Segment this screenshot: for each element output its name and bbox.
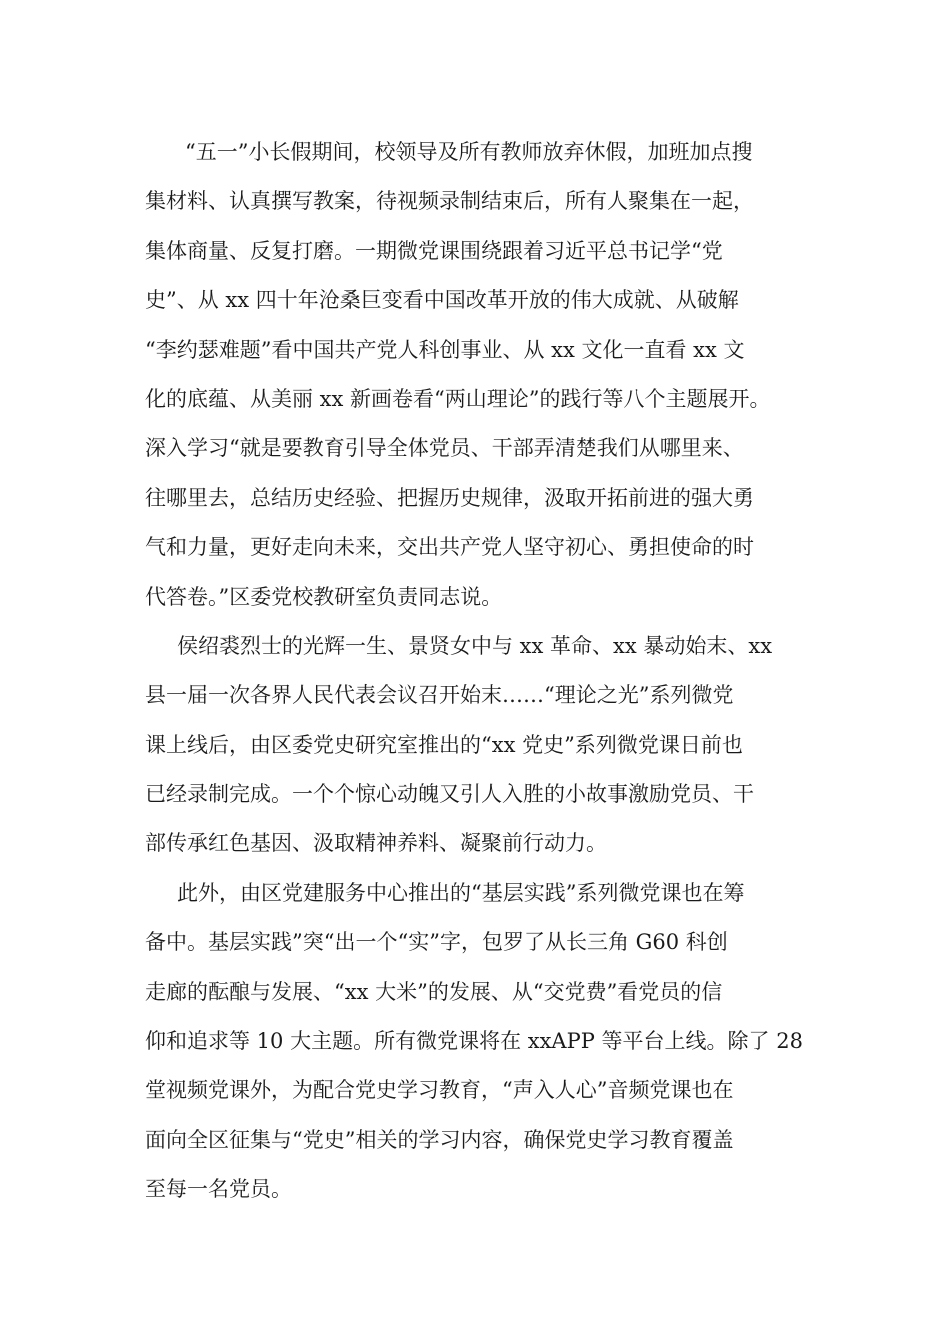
text-line: 面向全区征集与“党史”相关的学习内容，确保党史学习教育覆盖	[145, 1127, 734, 1152]
text-line: 集材料、认真撰写教案，待视频录制结束后，所有人聚集在一起，	[145, 189, 754, 214]
text-line: 已经录制完成。一个个惊心动魄又引人入胜的小故事激励党员、干	[145, 782, 754, 807]
text-line: “李约瑟难题”看中国共产党人科创事业、从 xx 文化一直看 xx 文	[145, 337, 745, 362]
paragraph-2	[145, 622, 825, 869]
text-line: 深入学习“就是要教育引导全体党员、干部弄清楚我们从哪里来、	[145, 436, 744, 461]
paragraph-1	[145, 128, 825, 622]
text-line: 备中。基层实践”突“出一个“实”字，包罗了从长三角 G60 科创	[145, 930, 728, 955]
document-body	[145, 128, 825, 1215]
text-line: 仰和追求等 10 大主题。所有微党课将在 xxAPP 等平台上线。除了 28	[145, 1029, 803, 1054]
text-line: 集体商量、反复打磨。一期微党课围绕跟着习近平总书记学“党	[145, 238, 723, 263]
text-line: 代答卷。”区委党校教研室负责同志说。	[145, 584, 503, 609]
text-line: 至每一名党员。	[145, 1177, 292, 1202]
text-line: 此外，由区党建服务中心推出的“基层实践”系列微党课也在筹	[177, 880, 745, 905]
text-line: 往哪里去，总结历史经验、把握历史规律，汲取开拓前进的强大勇	[145, 485, 754, 510]
text-line: 气和力量，更好走向未来，交出共产党人坚守初心、勇担使命的时	[145, 535, 754, 560]
text-line: 走廊的酝酿与发展、“xx 大米”的发展、从“交党费”看党员的信	[145, 979, 723, 1004]
text-line: “五一”小长假期间，校领导及所有教师放弃休假，加班加点搜	[185, 140, 753, 164]
text-line: 部传承红色基因、汲取精神养料、凝聚前行动力。	[145, 831, 607, 856]
text-line: 史”、从 xx 四十年沧桑巨变看中国改革开放的伟大成就、从破解	[145, 288, 739, 313]
text-line: 化的底蕴、从美丽 xx 新画卷看“两山理论”的践行等八个主题展开。	[145, 386, 771, 411]
paragraph-3	[145, 869, 825, 1215]
text-line: 堂视频党课外，为配合党史学习教育，“声入人心”音频党课也在	[145, 1078, 734, 1103]
text-line: 侯绍裘烈士的光辉一生、景贤女中与 xx 革命、xx 暴动始末、xx	[177, 633, 773, 658]
text-line: 课上线后，由区委党史研究室推出的“xx 党史”系列微党课日前也	[145, 732, 743, 757]
text-line: 县一届一次各界人民代表会议召开始末……“理论之光”系列微党	[145, 683, 734, 708]
